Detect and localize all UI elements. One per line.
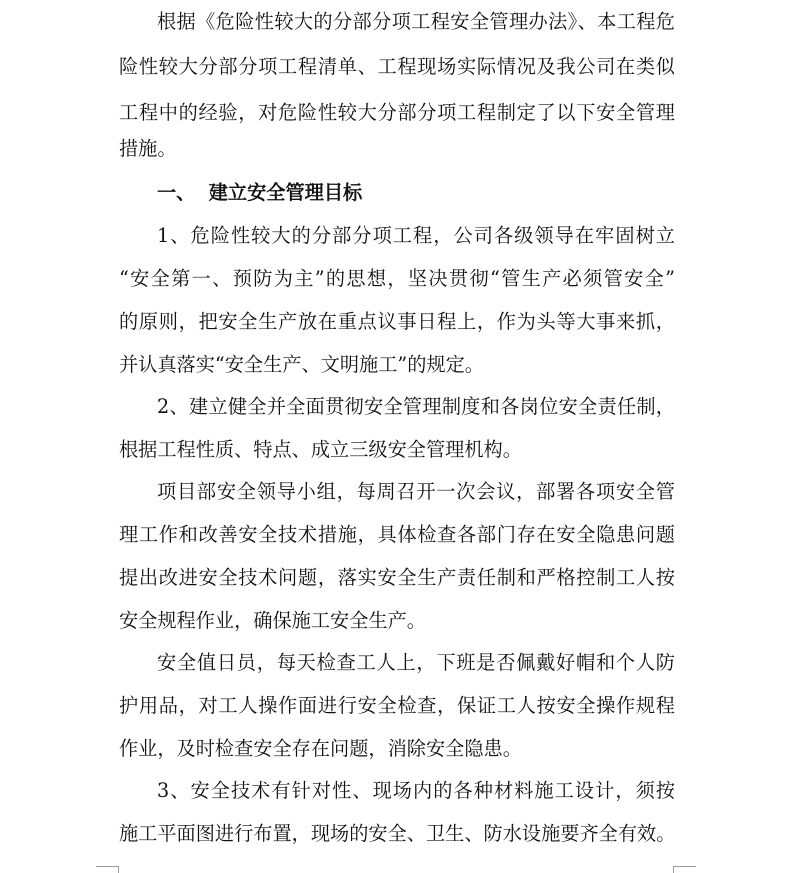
text-line: 根据工程性质、特点、成立三级安全管理机构。 (119, 438, 522, 461)
text-line: 2、建立健全并全面贯彻安全管理制度和各岗位安全责任制， (157, 395, 675, 418)
text-line: 护用品，对工人操作面进行安全检查，保证工人按安全操作规程 (119, 694, 675, 717)
margin-corner-mark (96, 866, 119, 867)
text-line: 并认真落实“安全生产、文明施工”的规定。 (119, 353, 484, 376)
text-line: 措施。 (119, 137, 177, 160)
text-line: 施工平面图进行布置，现场的安全、卫生、防水设施要齐全有效。 (119, 822, 676, 845)
text-line: 提出改进安全技术问题，落实安全生产责任制和严格控制工人按 (119, 566, 675, 589)
text-line: “安全第一、预防为主”的思想，坚决贯彻“管生产必须管安全” (119, 267, 675, 290)
margin-corner-mark (673, 866, 674, 873)
text-line: 安全值日员，每天检查工人上，下班是否佩戴好帽和个人防 (157, 651, 675, 674)
text-line: 理工作和改善安全技术措施，具体检查各部门存在安全隐患问题 (119, 523, 675, 546)
text-line: 作业，及时检查安全存在问题，消除安全隐患。 (119, 737, 522, 760)
section-heading: 一、 建立安全管理目标 (157, 181, 363, 204)
text-line: 根据《危险性较大的分部分项工程安全管理办法》、本工程危 (157, 10, 675, 33)
text-line: 3、安全技术有针对性、现场内的各种材料施工设计，须按 (157, 779, 675, 802)
text-line: 的原则，把安全生产放在重点议事日程上，作为头等大事来抓， (119, 310, 675, 333)
margin-corner-mark (118, 866, 119, 873)
margin-corner-mark (673, 866, 696, 867)
text-line: 险性较大分部分项工程清单、工程现场实际情况及我公司在类似 (119, 55, 675, 78)
text-line: 安全规程作业，确保施工安全生产。 (119, 609, 426, 632)
text-line: 1、危险性较大的分部分项工程，公司各级领导在牢固树立 (157, 224, 675, 247)
text-line: 项目部安全领导小组，每周召开一次会议，部署各项安全管 (157, 480, 675, 503)
text-line: 工程中的经验，对危险性较大分部分项工程制定了以下安全管理 (119, 101, 675, 124)
